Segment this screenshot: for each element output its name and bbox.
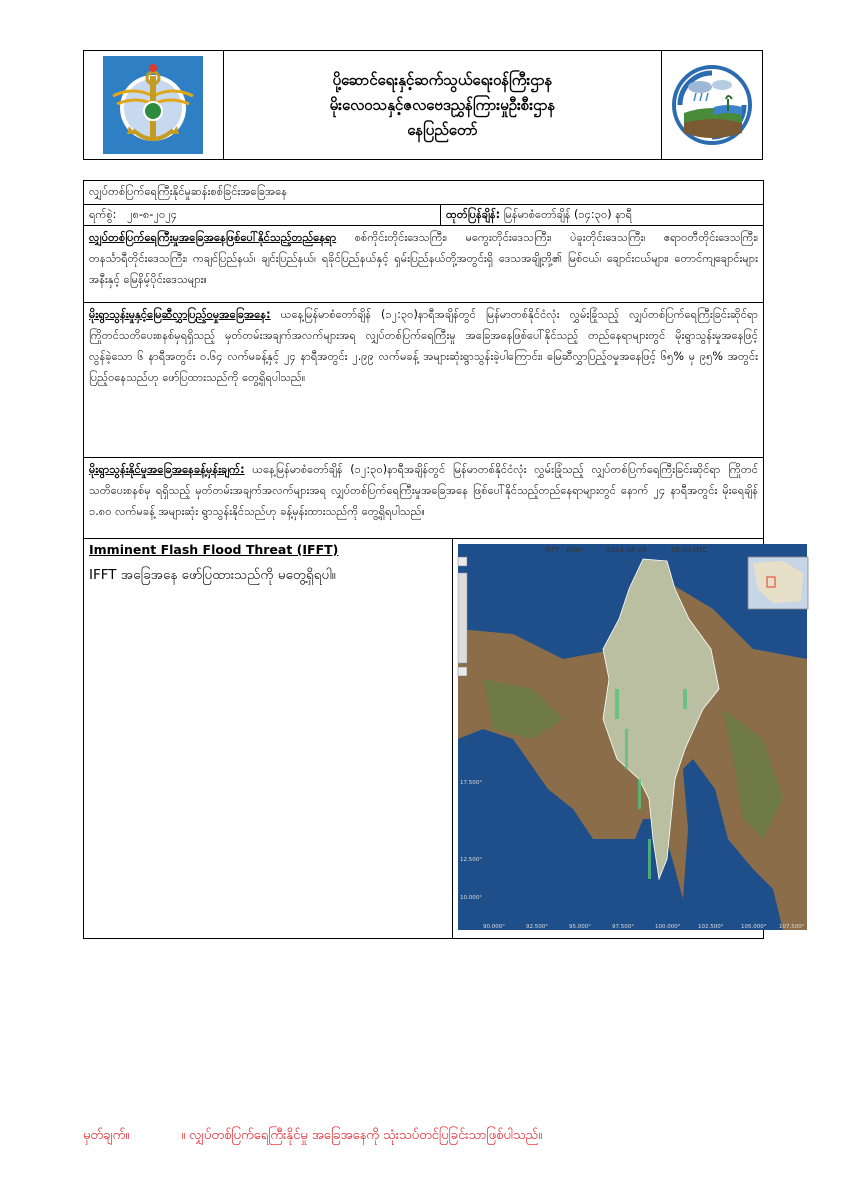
header-title-cell bbox=[224, 51, 663, 159]
lon-label: 105.000° bbox=[741, 924, 767, 930]
lat-label: 17.500° bbox=[460, 780, 482, 786]
issue-time-label: ထုတ်ပြန်ချိန်: bbox=[446, 208, 501, 221]
department-emblem-icon bbox=[103, 56, 203, 154]
affected-area-text: စစ်ကိုင်းတိုင်းဒေသကြီး၊ မကွေးတိုင်းဒေသကြီး၊ ပဲခူးတိုင်းဒေသကြီး၊ ဧရာဝတီတိုင်းဒေသကြီး၊ တနင်္သာရီတိုင်းဒေသကြီး၊ ကချင်ပြည်နယ်၊ ချင်းပြည်နယ်၊ ရခိုင်ပြည်နယ်နှင့် ရှမ်းပြည်နယ်တို့အတွင်းရှိ ဒေသအချို့တို့၏ မြစ်ငယ်၊ ချောင်းငယ်များ၊ တောင်ကျချောင်းများအနီးနှင့် မြေနိမ့်ပိုင်းဒေသများ။ bbox=[89, 231, 758, 286]
rainfall-soil-heading: မိုးရွာသွန်းမှုနှင့်မြေဆီလွှာပြည့်ဝမှုအခြေအနေ: bbox=[89, 308, 271, 321]
map-date-label: 2024-08-28 bbox=[606, 546, 647, 554]
affected-area-section bbox=[84, 226, 763, 303]
lon-label: 107.500° bbox=[779, 924, 805, 930]
lon-label: 95.000° bbox=[569, 924, 591, 930]
issue-time-value: မြန်မာစံတော်ချိန် (၁၄:၃၀) နာရီ bbox=[503, 208, 633, 221]
header-left-logo-cell bbox=[84, 51, 224, 159]
issue-time-cell bbox=[441, 205, 763, 225]
lon-label: 90.000° bbox=[483, 924, 505, 930]
map-zoom-slider[interactable] bbox=[458, 573, 467, 663]
ifft-map bbox=[453, 539, 812, 939]
footer-label: မှတ်ချက်။ bbox=[83, 1128, 130, 1143]
location-title: နေပြည်တော် bbox=[407, 120, 478, 139]
rainfall-soil-text: ယနေ့မြန်မာစံတော်ချိန် (၁၂:၃၀)နာရီအချိန်တွင် မြန်မာတစ်နိုင်ငံလုံး လွှမ်းခြုံသည့် လျှပ်တစ်ပြက်ရေကြီးခြင်းဆိုင်ရာ ကြိုတင်သတိပေးစနစ်မှရရှိသည့် မှတ်တမ်းအချက်အလက်များအရ လျှပ်တစ်ပြက်ရေကြီးမှု အခြေအနေဖြစ်ပေါ်နိုင်သည့် တည်နေရာများတွင် မိုးရွာသွန်းမှုအနေဖြင့် လွန်ခဲ့သော ၆ နာရီအတွင်း ၀.၆၄ လက်မခန့်နှင့် ၂၄ နာရီအတွင်း ၂.၉၉ လက်မခန့် အများဆုံးရွာသွန်းခဲ့ပါကြောင်း၊ မြေဆီလွှာပြည့်ဝမှုအနေဖြင့် ၆၅% မှ ၉၅% အတွင်း ပြည့်ဝနေသည်ဟု ဖော်ပြထားသည်ကို တွေ့ရှိရပါသည်။ bbox=[89, 308, 758, 384]
lat-label: 12.500° bbox=[460, 857, 482, 863]
date-row bbox=[84, 205, 763, 226]
map-product-label: IFFT - 06hr bbox=[545, 546, 583, 554]
ministry-title: ပို့ဆောင်ရေးနှင့်ဆက်သွယ်ရေးဝန်ကြီးဌာန bbox=[332, 70, 553, 89]
ifft-map-cell bbox=[453, 539, 805, 939]
ifft-heading: Imminent Flash Flood Threat (IFFT) bbox=[89, 542, 339, 557]
ifft-text-cell bbox=[84, 539, 453, 939]
affected-area-heading: လျှပ်တစ်ပြက်ရေကြီးမှုအခြေအနေဖြစ်ပေါ်နိုင်သည့်တည်နေရာ bbox=[89, 231, 337, 244]
footer-text: ။ လျှပ်တစ်ပြက်ရေကြီးနိုင်မှု အခြေအနေကို သုံးသပ်တင်ပြခြင်းသာဖြစ်ပါသည်။ bbox=[181, 1128, 543, 1143]
header-table bbox=[83, 50, 763, 160]
report-title: လျှပ်တစ်ပြက်ရေကြီးနိုင်မှုဆန်းစစ်ခြင်းအခြေအနေ bbox=[84, 181, 763, 205]
footer-note bbox=[83, 1127, 783, 1145]
header-right-logo-cell bbox=[662, 51, 762, 159]
hydrological-cycle-icon bbox=[670, 63, 754, 147]
map-time-label: 06:00 UTC bbox=[671, 546, 708, 554]
date-cell bbox=[84, 205, 441, 225]
date-value: ၂၈-၈-၂၀၂၄ bbox=[127, 208, 178, 221]
lon-label: 102.500° bbox=[698, 924, 724, 930]
department-title: မိုးလေဝသနှင့်ဇလဗေဒညွှန်ကြားမှုဦးစီးဌာန bbox=[329, 95, 556, 114]
lon-label: 100.000° bbox=[655, 924, 681, 930]
report-table bbox=[83, 180, 805, 939]
rainfall-forecast-section bbox=[84, 458, 763, 539]
ifft-section bbox=[84, 539, 805, 939]
rainfall-forecast-text: ယနေ့မြန်မာစံတော်ချိန် (၁၂:၃၀)နာရီအချိန်တွင် မြန်မာတစ်နိုင်ငံလုံး လွှမ်းခြုံသည့် လျှပ်တစ်ပြက်ရေကြီးခြင်းဆိုင်ရာ ကြိုတင်သတိပေးစနစ်မှ ရရှိသည့် မှတ်တမ်းအချက်အလက်များအရ လျှပ်တစ်ပြက်ရေကြီးမှုအခြေအနေ ဖြစ်ပေါ်နိုင်သည့်တည်နေရာများတွင် နောက် ၂၄ နာရီအတွင်း မိုးရေချိန် ၁.၈၀ လက်မခန့် အများဆုံး ရွာသွန်းနိုင်သည်ဟု ခန့်မှန်းထားသည်ကို တွေ့ရှိရပါသည်။ bbox=[89, 463, 758, 518]
lon-label: 97.500° bbox=[612, 924, 634, 930]
lon-label: 92.500° bbox=[526, 924, 548, 930]
ifft-status-text: IFFT အခြေအနေ ဖော်ပြထားသည်ကို မတွေ့ရှိရပါ။ bbox=[89, 567, 336, 583]
rainfall-soil-section bbox=[84, 303, 763, 458]
lat-label: 10.000° bbox=[460, 895, 482, 901]
date-label: ရက်စွဲ: bbox=[89, 208, 117, 221]
map-zoom-in-button[interactable] bbox=[458, 557, 467, 566]
map-zoom-out-button[interactable] bbox=[458, 667, 467, 676]
rainfall-forecast-heading: မိုးရွာသွန်းနိုင်မှုအခြေအနေခန့်မှန်းချက်: bbox=[89, 463, 245, 476]
